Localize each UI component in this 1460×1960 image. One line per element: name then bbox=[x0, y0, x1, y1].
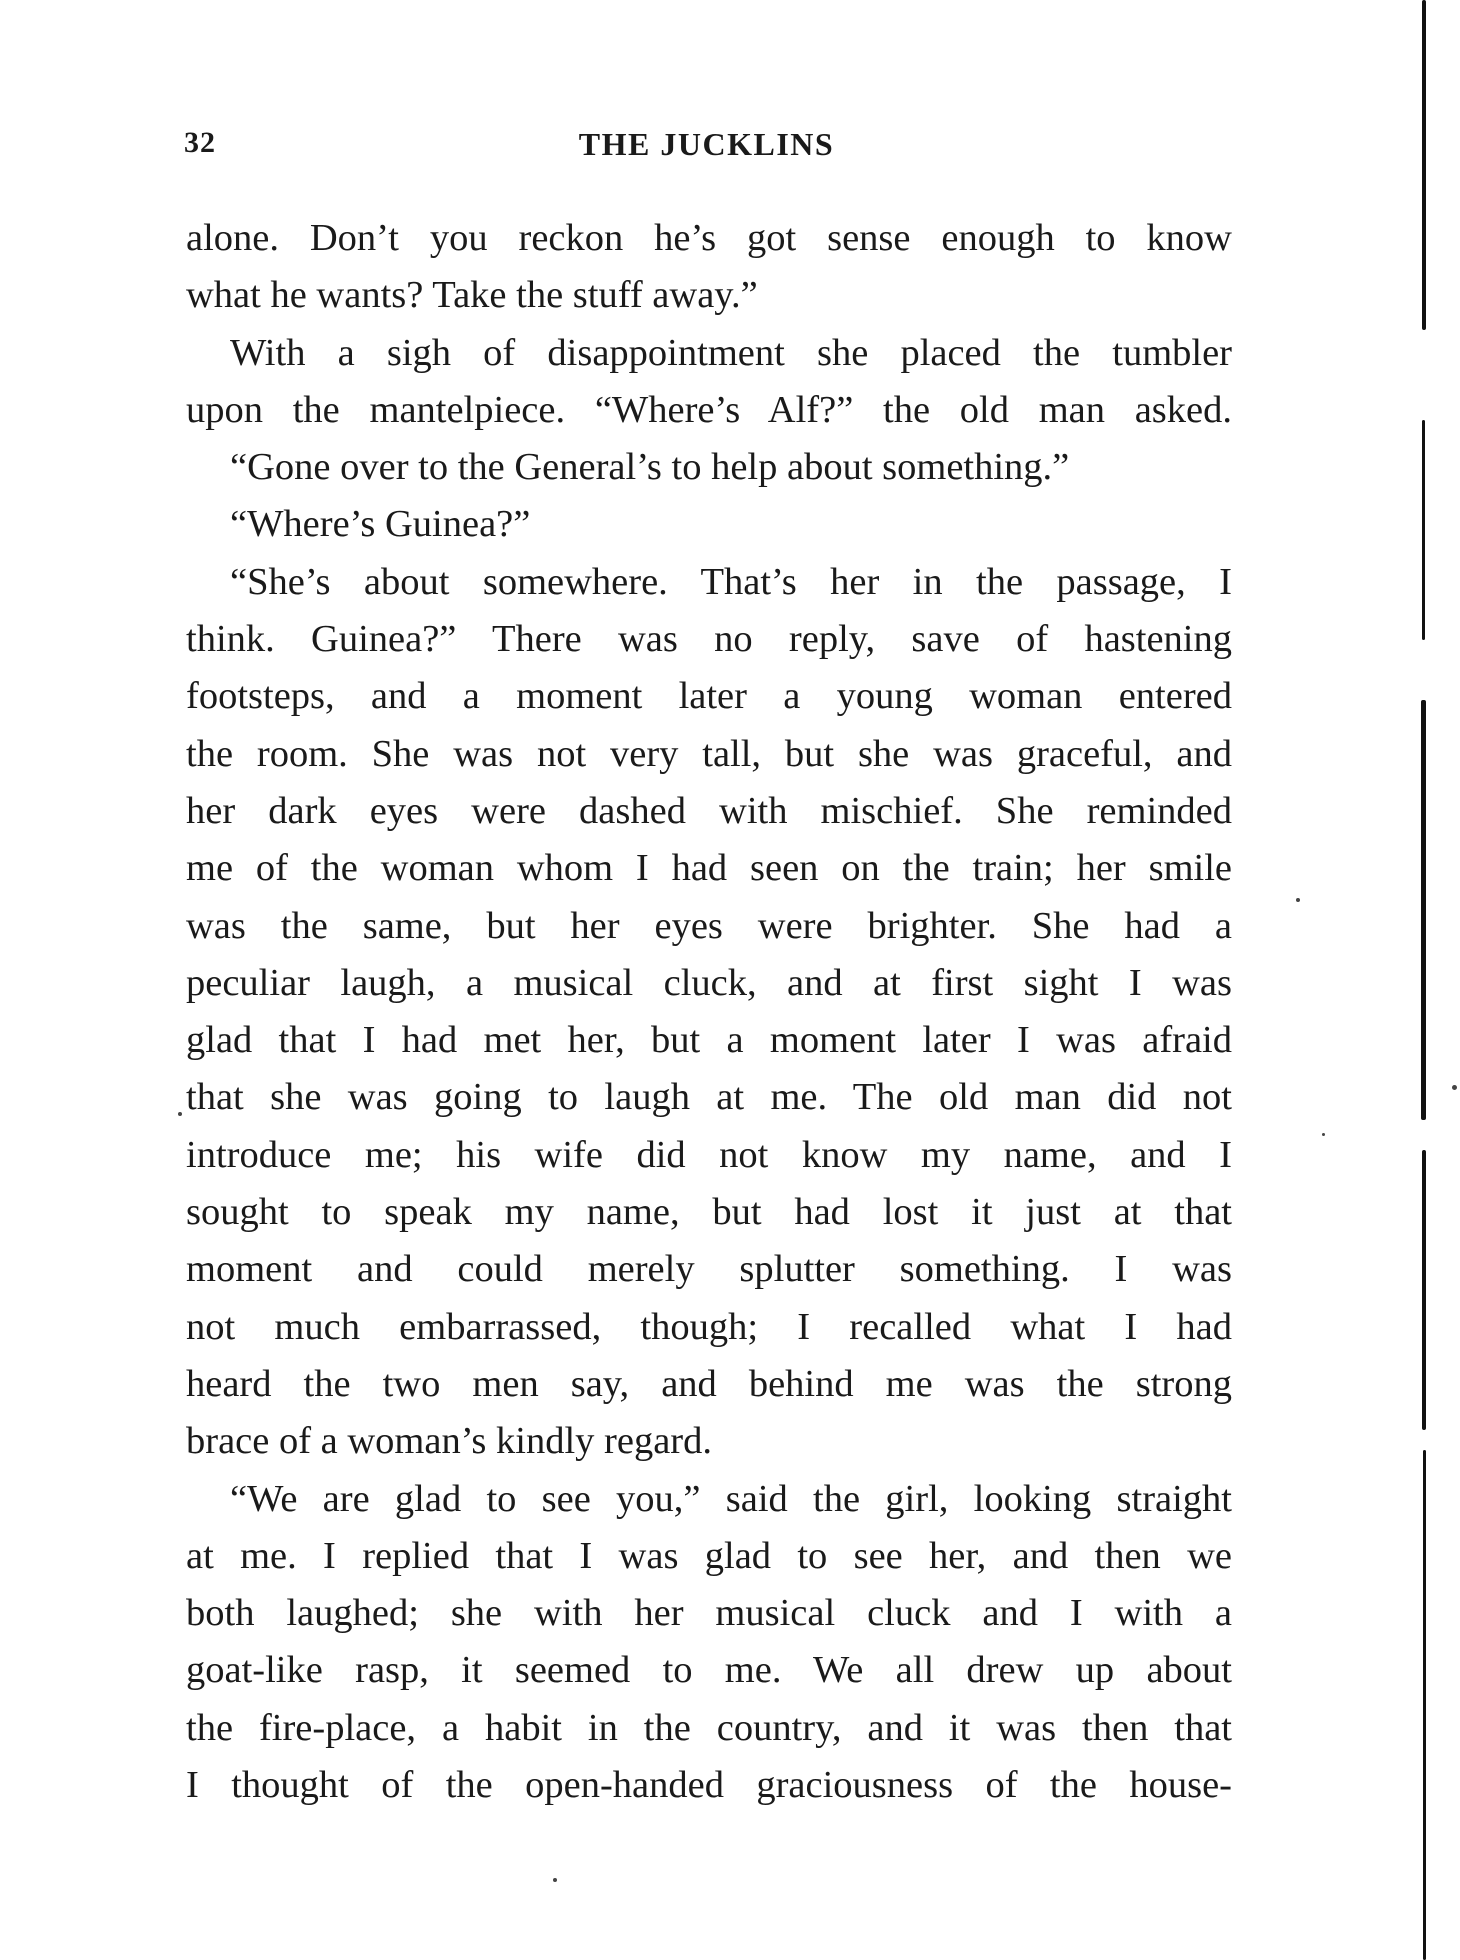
text-line: think. Guinea?” There was no reply, save of hastening bbox=[186, 618, 1232, 661]
text-line: I thought of the open-handed graciousness of the house- bbox=[186, 1764, 1232, 1807]
scan-speck bbox=[553, 1878, 557, 1882]
text-line: upon the mantelpiece. “Where’s Alf?” the old man asked. bbox=[186, 388, 1232, 431]
page-number: 32 bbox=[184, 126, 216, 159]
text-line: introduce me; his wife did not know my name, and I bbox=[186, 1133, 1232, 1176]
text-line: “We are glad to see you,” said the girl, looking straight bbox=[230, 1477, 1232, 1520]
text-line: brace of a woman’s kindly regard. bbox=[186, 1420, 712, 1463]
text-line: “She’s about somewhere. That’s her in the passage, I bbox=[230, 560, 1232, 603]
text-line: her dark eyes were dashed with mischief. She reminded bbox=[186, 789, 1232, 832]
gutter-shadow bbox=[1421, 700, 1426, 1120]
text-line: at me. I replied that I was glad to see her, and then we bbox=[186, 1534, 1232, 1577]
gutter-shadow bbox=[1422, 1150, 1426, 1430]
text-line: both laughed; she with her musical cluck and I with a bbox=[186, 1592, 1232, 1635]
text-line: not much embarrassed, though; I recalled what I had bbox=[186, 1305, 1232, 1348]
gutter-shadow bbox=[1422, 420, 1425, 640]
text-line: me of the woman whom I had seen on the train; her smile bbox=[186, 847, 1232, 890]
scan-speck bbox=[1296, 898, 1300, 902]
text-line: heard the two men say, and behind me was the strong bbox=[186, 1362, 1232, 1405]
text-line: “Gone over to the General’s to help about something.” bbox=[230, 446, 1070, 489]
text-line: was the same, but her eyes were brighter. She had a bbox=[186, 904, 1232, 947]
text-line: the fire-place, a habit in the country, and it was then that bbox=[186, 1706, 1232, 1749]
text-line: goat-like rasp, it seemed to me. We all drew up about bbox=[186, 1649, 1232, 1692]
text-line: sought to speak my name, but had lost it just at that bbox=[186, 1191, 1232, 1234]
scan-speck bbox=[1322, 1133, 1325, 1136]
gutter-shadow bbox=[1422, 0, 1426, 330]
text-line: moment and could merely splutter something. I was bbox=[186, 1248, 1232, 1291]
text-line: “Where’s Guinea?” bbox=[230, 503, 531, 546]
running-title: THE JUCKLINS bbox=[578, 126, 835, 162]
text-line: peculiar laugh, a musical cluck, and at first sight I was bbox=[186, 961, 1232, 1004]
text-line: glad that I had met her, but a moment later I was afraid bbox=[186, 1019, 1232, 1062]
page-header bbox=[184, 126, 1229, 170]
scan-speck bbox=[178, 1112, 182, 1116]
text-line: alone. Don’t you reckon he’s got sense enough to know bbox=[186, 217, 1232, 259]
text-line: what he wants? Take the stuff away.” bbox=[186, 274, 758, 317]
body-text bbox=[186, 210, 1232, 1814]
gutter-shadow bbox=[1423, 1450, 1426, 1960]
page-gutter-edge bbox=[1418, 0, 1430, 1960]
text-line: that she was going to laugh at me. The old man did not bbox=[186, 1076, 1232, 1119]
text-line: the room. She was not very tall, but she was graceful, and bbox=[186, 732, 1232, 775]
text-line: footsteps, and a moment later a young woman entered bbox=[186, 675, 1232, 718]
text-line: With a sigh of disappointment she placed the tumbler bbox=[230, 331, 1232, 374]
scan-speck bbox=[1452, 1085, 1457, 1090]
